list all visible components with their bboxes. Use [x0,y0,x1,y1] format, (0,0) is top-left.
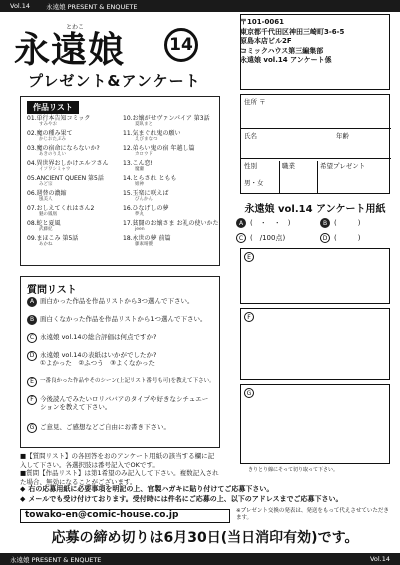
list-item: 11.気まぐれ鬼の願い えびまなつ [123,130,181,142]
question-b: B 面白くなかった作品を作品リストから1つ選んで下さい。 [27,315,207,325]
question-d-options: ①よかった ②ふつう ③よくなかった [40,359,155,367]
issue-number: 14 [164,28,198,62]
gender-field[interactable]: 性別 男・女 [244,161,280,193]
answer-f-box[interactable]: F [240,308,390,380]
instructions [20,484,390,504]
question-c: C 永遠娘 vol.14の総合評価は何点ですか? [27,333,156,343]
work-list-left [27,115,123,250]
list-item: 13.こん恋! 魔瀬 [123,160,153,172]
list-item: 07.おしえてくれはさん2 魅の鳳凰 [27,205,95,217]
list-item: 10.お嬢がせヴァンパイア 第3話 夏臥まと [123,115,210,127]
list-item: 05.ANCIENT QUEEN 第5話 みど宗 [27,175,104,187]
work-list-heading: 作品リスト [27,101,79,114]
list-item: 14.とらされ ともも 姫神 [123,175,177,187]
list-item: 18.永世の夢 前篇 藤素晴優 [123,235,171,247]
work-list-right [123,115,219,250]
list-item: 08.蛇と夏風 武藤紀 [27,220,61,232]
question-f: F 今後読んでみたいロリババアのタイプや好きなシチュエーションを教えて下さい。 [27,395,213,411]
note-2: ■質問【作品リスト】は第1希望のみ記入して下さい。複数記入された場合、無効になることがございます。 [20,469,219,486]
instruction-1: 右の応募用紙に必要事項を明記の上、官製ハガキに貼り付けてご応募下さい。 [28,485,274,493]
list-item: 03.魔の宿命にならないか? あきのりえい [27,145,100,157]
list-item: 02.魔の種み果て かじおたぶみ [27,130,73,142]
logo-subtitle: プレゼント&アンケート [28,72,201,90]
instruction-2: メールでも受け付けております。受付時には件名にご応募の上、以下のアドレスまでご応募下さい。 [28,495,343,503]
bullet-icon: ◆ [20,495,26,503]
answer-b[interactable]: B ( ) [320,218,360,228]
address-line: 原島本店ビル2F [240,37,292,46]
answer-e-box[interactable]: E [240,248,390,304]
list-item: 06.週替の濃縮 風美人 [27,190,67,202]
mailing-address [240,18,390,66]
zip-code: 〒101-0061 [240,18,284,26]
list-item: 15.玉楽に咲えば びんかん [123,190,169,202]
deadline: 応募の締め切りは6月30日(当日消印有効)です。 [51,530,359,546]
question-e: E 一番良かった作品やそのシーン(上記リスト番号も可)を教えて下さい。 [27,377,215,387]
answer-g-box[interactable]: G [240,384,390,464]
answer-d[interactable]: D ( ) [320,233,360,243]
list-item: 12.弟らい鬼の宿 年越し篇 カロウド [123,145,195,157]
notes [20,452,220,486]
footer-bar [0,553,400,565]
email-note: ※プレゼント交換の発表は、発送をもって代えさせていただきます。 [236,508,389,521]
address-field[interactable]: 住所 〒 [241,95,391,129]
age-field[interactable]: 年齢 [336,132,349,140]
email-address[interactable]: towako-en@comic-house.co.jp [20,509,230,523]
work-list [20,96,220,266]
header-bar [0,0,400,12]
header-title: 永遠娘 PRESENT & ENQUETE [46,2,138,11]
footer-title: 永遠娘 PRESENT & ENQUETE [10,555,102,564]
address-line: コミックハウス第三編集部 [240,46,324,55]
list-item: 01.単行本告知コミック すみやお [27,115,91,127]
question-a: A 面白かった作品を作品リストから3つ選んで下さい。 [27,297,194,307]
address-line: 永遠娘 vol.14 アンケート係 [240,56,332,65]
question-list-heading: 質問リスト [27,285,77,296]
footer-vol: Vol.14 [369,555,390,563]
job-field[interactable]: 職業 [280,161,318,193]
name-age-row [241,129,391,159]
personal-info-form [240,94,390,194]
gift-field[interactable]: 希望プレゼント [320,162,366,170]
address-line: 東京都千代田区神田三崎町3-6-5 [240,27,345,36]
question-d: D 永遠娘 vol.14の表紙はいかがでしたか? ①よかった ②ふつう ③よくなかった [27,351,156,367]
logo-main: 永遠娘 [14,29,126,71]
bullet-icon: ◆ [20,485,26,493]
note-1: ■【質問リスト】の各回答をおのアンケート用紙の該当する欄に記入して下さい。各選択肢は番号記入でOKです。 [20,452,215,469]
list-item: 09.まほこみ 第5話 あかね [27,235,79,247]
cut-line-note: きりとり線にそって切り取って下さい。 [248,467,339,473]
list-item: 16.ひなげしの夢 夢丸 [123,205,169,217]
name-field[interactable]: 氏名 [244,132,257,140]
list-item: 04.異世界おしかけエルフさん イソワシミャウ [27,160,109,172]
logo [14,22,214,94]
question-list [20,276,220,448]
answer-sheet-title: 永遠娘 vol.14 アンケート用紙 [244,204,386,215]
header-vol: Vol.14 [10,2,31,10]
logo-ruby: とわこ [66,24,85,31]
question-g: G ご意見、ご感想などご自由にお書き下さい。 [27,423,170,433]
list-item: 17.貧闘のお嬢さま お礼の使いかた jeen [123,220,219,232]
answer-c[interactable]: C ( /100点) [236,233,285,243]
gender-job-row [241,159,391,195]
answer-a[interactable]: A ( ・ ・ ) [236,218,290,228]
